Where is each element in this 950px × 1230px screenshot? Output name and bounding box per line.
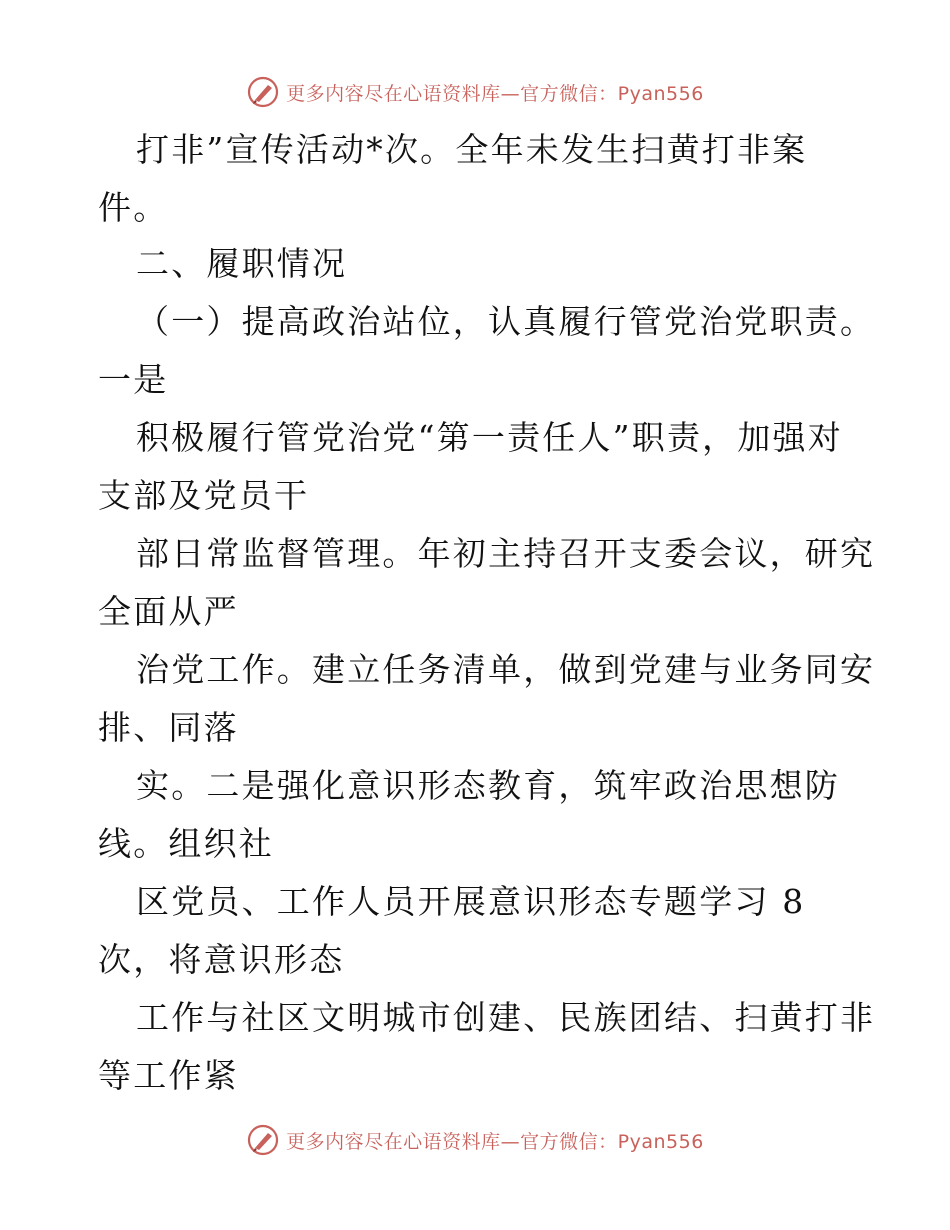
text-line: 支部及党员干	[98, 476, 310, 515]
text-line: 实。二是强化意识形态教育，筑牢政治思想防	[136, 766, 840, 805]
footer-watermark-banner	[0, 1120, 950, 1160]
pen-logo-icon	[246, 1123, 280, 1157]
subsection-heading: （一）提高政治站位，认真履行管党治党职责。	[136, 302, 876, 341]
text-line: 等工作紧	[98, 1056, 239, 1095]
text-line: 治党工作。建立任务清单，做到党建与业务同安	[136, 650, 876, 689]
header-watermark-text: 更多内容尽在心语资料库—官方微信：Pyan556	[286, 82, 704, 105]
text-line: 件。	[98, 188, 169, 227]
text-line: 区党员、工作人员开展意识形态专题学习 8	[136, 882, 806, 921]
text-line: 全面从严	[98, 592, 239, 631]
text-line: 积极履行管党治党“第一责任人”职责，加强对	[136, 418, 843, 457]
text-line: 线。组织社	[98, 824, 274, 863]
text-line: 打非”宣传活动*次。全年未发生扫黄打非案	[136, 130, 808, 169]
text-line: 部日常监督管理。年初主持召开支委会议，研究	[136, 534, 876, 573]
pen-logo-icon	[246, 75, 280, 109]
footer-watermark-text: 更多内容尽在心语资料库—官方微信：Pyan556	[286, 1130, 704, 1153]
text-line: 次，将意识形态	[98, 940, 345, 979]
section-heading: 二、履职情况	[136, 244, 348, 283]
text-line: 工作与社区文明城市创建、民族团结、扫黄打非	[136, 998, 876, 1037]
text-line: 一是	[98, 360, 169, 399]
header-watermark-banner	[0, 72, 950, 112]
text-line: 排、同落	[98, 708, 239, 747]
